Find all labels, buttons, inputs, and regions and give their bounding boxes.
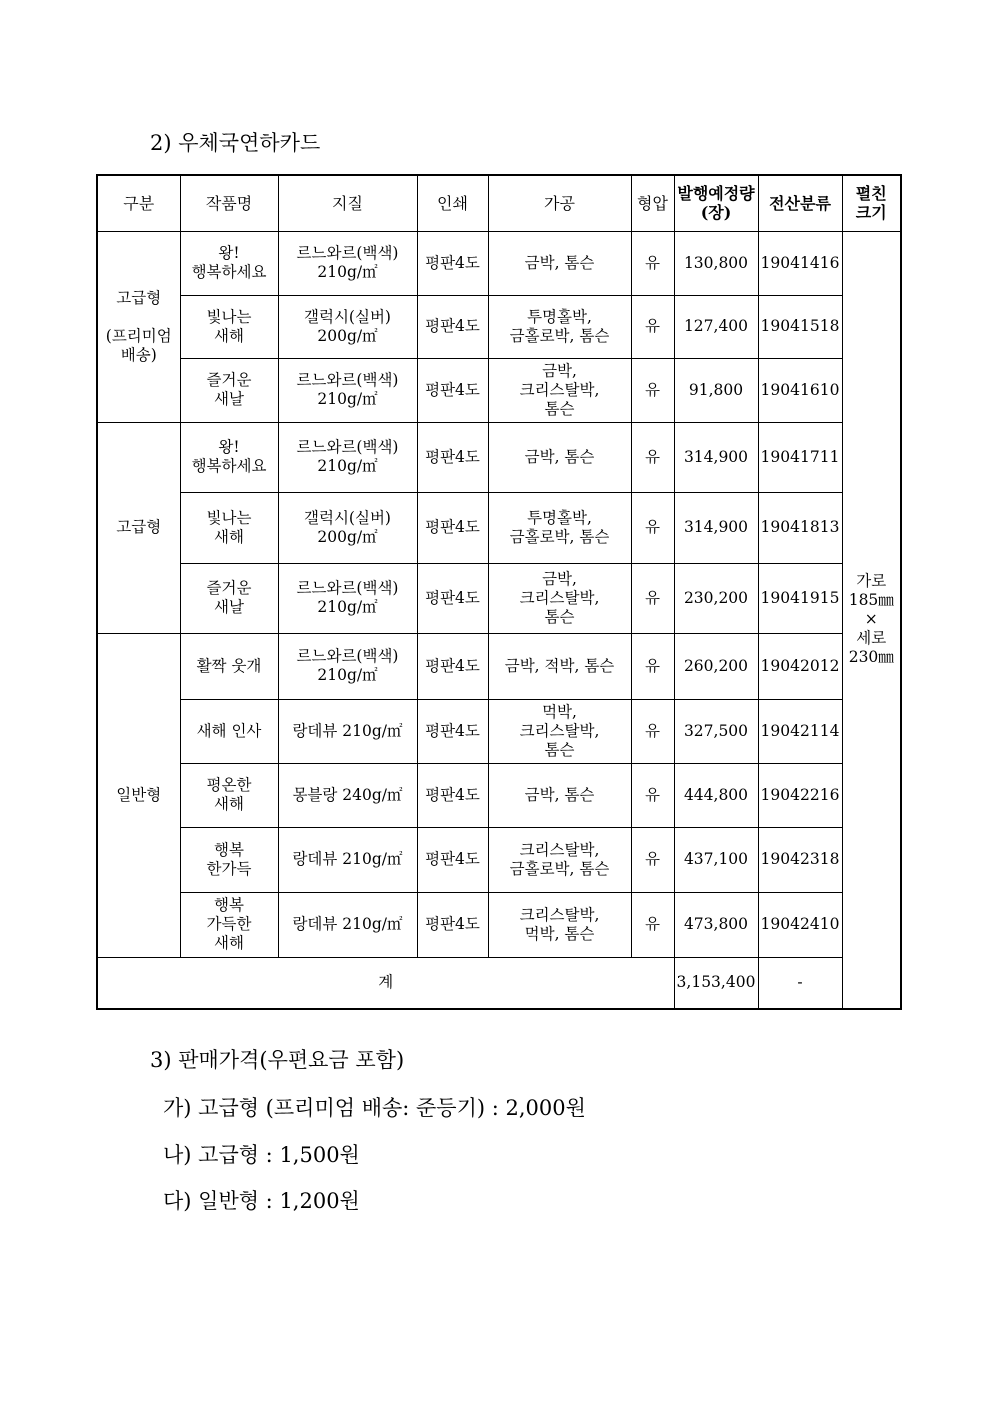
cell-print: 평판4도 xyxy=(417,763,488,827)
cell-code: 19041610 xyxy=(758,358,842,422)
header-quantity: 발행예정량 (장) xyxy=(674,175,758,231)
header-print: 인쇄 xyxy=(417,175,488,231)
cell-emboss: 유 xyxy=(631,422,674,492)
cell-paper: 갤럭시(실버) 200g/㎡ xyxy=(278,492,417,563)
cell-print: 평판4도 xyxy=(417,422,488,492)
total-label: 계 xyxy=(97,957,674,1009)
group-premium: 고급형 (프리미엄 배송) xyxy=(97,231,180,422)
cell-paper: 르느와르(백색) 210g/㎡ xyxy=(278,422,417,492)
cell-finish: 투명홀박, 금홀로박, 톰슨 xyxy=(488,492,631,563)
cell-code: 19041813 xyxy=(758,492,842,563)
cell-finish: 금박, 적박, 톰슨 xyxy=(488,633,631,699)
cell-print: 평판4도 xyxy=(417,492,488,563)
cell-name: 새해 인사 xyxy=(180,699,278,763)
cell-name: 빛나는 새해 xyxy=(180,492,278,563)
cell-name: 왕! 행복하세요 xyxy=(180,422,278,492)
header-name: 작품명 xyxy=(180,175,278,231)
table-row xyxy=(97,699,901,763)
cell-name: 행복 가득한 새해 xyxy=(180,892,278,957)
cell-name: 행복 한가득 xyxy=(180,827,278,892)
cell-emboss: 유 xyxy=(631,892,674,957)
cell-emboss: 유 xyxy=(631,231,674,295)
cell-emboss: 유 xyxy=(631,827,674,892)
cell-paper: 랑데뷰 210g/㎡ xyxy=(278,892,417,957)
section-3-title: 3) 판매가격(우편요금 포함) xyxy=(150,1048,405,1072)
cell-code: 19042012 xyxy=(758,633,842,699)
header-paper: 지질 xyxy=(278,175,417,231)
table-row xyxy=(97,358,901,422)
cell-finish: 금박, 크리스탈박, 톰슨 xyxy=(488,358,631,422)
cell-finish: 금박, 톰슨 xyxy=(488,763,631,827)
cell-emboss: 유 xyxy=(631,763,674,827)
total-code: - xyxy=(758,957,842,1009)
cell-paper: 랑데뷰 210g/㎡ xyxy=(278,827,417,892)
cell-name: 활짝 웃개 xyxy=(180,633,278,699)
total-row xyxy=(97,957,901,1009)
table-row xyxy=(97,827,901,892)
cell-name: 즐거운 새날 xyxy=(180,563,278,633)
cell-paper: 갤럭시(실버) 200g/㎡ xyxy=(278,295,417,358)
cell-paper: 몽블랑 240g/㎡ xyxy=(278,763,417,827)
cell-paper: 랑데뷰 210g/㎡ xyxy=(278,699,417,763)
cell-code: 19042318 xyxy=(758,827,842,892)
header-emboss: 형압 xyxy=(631,175,674,231)
table-row xyxy=(97,892,901,957)
cell-code: 19042114 xyxy=(758,699,842,763)
cell-finish: 크리스탈박, 금홀로박, 톰슨 xyxy=(488,827,631,892)
header-size: 펼친 크기 xyxy=(842,175,901,231)
table-row xyxy=(97,492,901,563)
group-standard: 일반형 xyxy=(97,633,180,957)
cell-print: 평판4도 xyxy=(417,633,488,699)
table-row xyxy=(97,422,901,492)
table-row xyxy=(97,763,901,827)
cell-emboss: 유 xyxy=(631,633,674,699)
price-deluxe: 나) 고급형 : 1,500원 xyxy=(163,1143,360,1167)
section-2-title: 2) 우체국연하카드 xyxy=(150,131,321,155)
group-deluxe: 고급형 xyxy=(97,422,180,633)
cell-quantity: 327,500 xyxy=(674,699,758,763)
cell-finish: 금박, 톰슨 xyxy=(488,231,631,295)
cell-quantity: 437,100 xyxy=(674,827,758,892)
cell-quantity: 444,800 xyxy=(674,763,758,827)
cell-paper: 르느와르(백색) 210g/㎡ xyxy=(278,633,417,699)
header-code: 전산분류 xyxy=(758,175,842,231)
cell-emboss: 유 xyxy=(631,563,674,633)
header-category: 구분 xyxy=(97,175,180,231)
cell-name: 즐거운 새날 xyxy=(180,358,278,422)
card-spec-table xyxy=(96,174,902,1010)
total-quantity: 3,153,400 xyxy=(674,957,758,1009)
table-row xyxy=(97,563,901,633)
table-row xyxy=(97,295,901,358)
cell-paper: 르느와르(백색) 210g/㎡ xyxy=(278,358,417,422)
table-header-row xyxy=(97,175,901,231)
cell-print: 평판4도 xyxy=(417,699,488,763)
cell-name: 평온한 새해 xyxy=(180,763,278,827)
cell-print: 평판4도 xyxy=(417,892,488,957)
cell-emboss: 유 xyxy=(631,699,674,763)
cell-name: 빛나는 새해 xyxy=(180,295,278,358)
cell-code: 19042410 xyxy=(758,892,842,957)
cell-emboss: 유 xyxy=(631,492,674,563)
cell-quantity: 473,800 xyxy=(674,892,758,957)
cell-print: 평판4도 xyxy=(417,231,488,295)
cell-quantity: 230,200 xyxy=(674,563,758,633)
cell-quantity: 91,800 xyxy=(674,358,758,422)
cell-paper: 르느와르(백색) 210g/㎡ xyxy=(278,563,417,633)
cell-finish: 금박, 크리스탈박, 톰슨 xyxy=(488,563,631,633)
table-row xyxy=(97,231,901,295)
cell-code: 19042216 xyxy=(758,763,842,827)
cell-quantity: 260,200 xyxy=(674,633,758,699)
cell-finish: 투명홀박, 금홀로박, 톰슨 xyxy=(488,295,631,358)
cell-print: 평판4도 xyxy=(417,358,488,422)
cell-quantity: 130,800 xyxy=(674,231,758,295)
cell-print: 평판4도 xyxy=(417,295,488,358)
cell-code: 19041416 xyxy=(758,231,842,295)
cell-finish: 금박, 톰슨 xyxy=(488,422,631,492)
cell-finish: 먹박, 크리스탈박, 톰슨 xyxy=(488,699,631,763)
cell-paper: 르느와르(백색) 210g/㎡ xyxy=(278,231,417,295)
cell-finish: 크리스탈박, 먹박, 톰슨 xyxy=(488,892,631,957)
cell-code: 19041915 xyxy=(758,563,842,633)
price-premium: 가) 고급형 (프리미엄 배송: 준등기) : 2,000원 xyxy=(163,1096,586,1120)
cell-print: 평판4도 xyxy=(417,827,488,892)
price-standard: 다) 일반형 : 1,200원 xyxy=(163,1189,360,1213)
cell-quantity: 127,400 xyxy=(674,295,758,358)
cell-print: 평판4도 xyxy=(417,563,488,633)
header-finish: 가공 xyxy=(488,175,631,231)
cell-name: 왕! 행복하세요 xyxy=(180,231,278,295)
cell-emboss: 유 xyxy=(631,358,674,422)
table-row xyxy=(97,633,901,699)
cell-quantity: 314,900 xyxy=(674,492,758,563)
cell-code: 19041518 xyxy=(758,295,842,358)
cell-emboss: 유 xyxy=(631,295,674,358)
cell-code: 19041711 xyxy=(758,422,842,492)
cell-size: 가로 185㎜ × 세로 230㎜ xyxy=(842,231,901,1009)
cell-quantity: 314,900 xyxy=(674,422,758,492)
